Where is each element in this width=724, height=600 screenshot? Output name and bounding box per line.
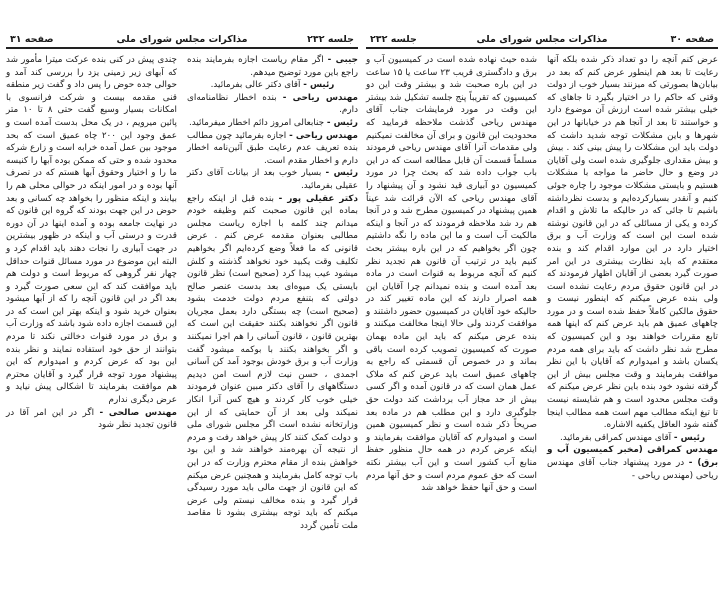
paragraph <box>187 92 358 117</box>
paragraph-text: عرض کنم آنچه را دو تعداد ذکر شده بلکه آنها رعایت تا بعد هم اینطور عرض کنم که بعد در بیابان‌ها بصورتی که میزنند بسیار خوب از دولت وقتی که حاکم را در اختیار بگیرد تا جاهای که خیلی بیشتر شده است ارزش آن موضوع دارد و خواستند تا بعد از آنجا هم در خیابانها در این شهرها و باین مشکلات توجه شدید داشت که دولت باید این مشکلات را پیش بینی کند . بیش و بیش مقداری جلوگیری شده است ولی آقایان در وضع و حال حاضر ما مواجه با مشکلات هستیم و بایستی مشکلات موجود را چاره جوئی کنیم و آنقدر بسیارکرده‌ایم و بدست نظرداشته باشیم تا جائی که در حالیکه ما تلاش و اقدام کرده و یکی از مسائلی که در این قانون نوشته شده است این است که وزارت آب و برق اختیار دارد در این موارد اقدام کند و بنده معتقدم که باید نظارت بیشتری در این امر صورت گیرد بعضی از آقایان اظهار فرمودند که در این قانون حقوق مردم رعایت نشده است ولی بنده عرض میکنم که اینطور نیست و حقوق مالکین کاملاً حفظ شده است و در مورد چاههای عمیق هم باید عرض کنم که اینها همه تابع مقررات خواهند بود و این کمیسیون که مطرح شد نظر داشت که باید برای همه مردم یکسان باشد و امیدوارم که آقایان با این نظر موافقت بفرمایند و وقت مجلس بیش از این گرفته نشود خود بنده باین نظر عرض میکنم که وقت مجلس محدود است و هم شایسته نیست تا تیغ اینکه مطالب مهم است همه مطالب اینجا گفته شود العاقل یکفیه الاشاره. <box>547 55 718 431</box>
paragraph <box>187 193 358 533</box>
paragraph-text: در مورد پیشنهاد جناب آقای مهندس ریاحی (مهندس ریاحی - <box>547 458 718 481</box>
text-column-right <box>547 54 718 482</box>
paragraph-text: آقای مهندس کمراقی بفرمائید. <box>559 432 672 443</box>
running-title: مذاکرات مجلس شورای ملی <box>476 34 608 45</box>
page-number: صفحه ۳۱ <box>10 34 54 45</box>
paragraph-text: اگر مقام ریاست اجازه بفرمایند بنده راجع باین مورد توضیح میدهم. <box>187 55 358 78</box>
paragraph-text: جنابعالی امروز دائم اخطار میفرمائید. <box>188 117 325 128</box>
paragraph-text: آقای دکتر عالی بفرمائید. <box>210 80 301 91</box>
paragraph <box>187 54 358 79</box>
speaker-name: رئیس - <box>303 80 335 91</box>
paragraph-text: اجازه بفرمائید چون مطالب بنده تعریف عدم رعایت طبق آئین‌نامه اخطار دارم و اخطار مقدم است. <box>187 130 358 166</box>
page-header <box>6 33 358 49</box>
speaker-name: مهندس کمراقی (مخبر کمیسیون آب و برق) - <box>547 445 719 468</box>
speaker-name: رئیس - <box>673 432 706 443</box>
speaker-name: مهندس ریاحی - <box>289 130 359 141</box>
paragraph-text: اگر در این امر آقا در قانون تجدید نظر شود <box>6 407 177 431</box>
speaker-name: مهندس صالحی - <box>99 407 178 418</box>
speaker-name: جیبی - <box>327 55 358 65</box>
paragraph-text: شده حیث نهاده شده است در کمیسیون آب و برق و دادگستری قریب ۲۳ ساعت یا ۱۵ ساعت در این باره صحبت شد و بیشتر وقت این دو کمیسیون که تقریباً پنج جلسه تشکیل شد بیشتر این وقت در مورد فرمایشات جناب آقای مهندس ریاحی گذشت ملاحظه فرمایید که محدودیت این قانون و برای آن مخالفت نمیکنیم ولی مقدمات آنرا آقای مهندس ریاحی فرمودند مسلماً قسمت آن قابل مطالعه است که در این باب جواب داده شد که بحث چرا در مورد کمیسیون دو آبیاری قید نشود و آن پیشنهاد را آقای مهندس ریاحی که الآن قرائت شد عیناً همین پیشنهاد در کمیسیون مطرح شد و در آنجا هم رد شد ملاحظه فرمودند که در آنجا و اینکه مالکیت آب است و ما این ماده را نگه داشتیم چون اگر بخواهیم که در این باره بیشتر بحث کنیم باید در ترتیب آن قانون هم تجدید نظر کنیم که آنچه مربوط به قنوات است در ماده بعد آمده است و بنده نمیدانم چرا آقایان این همه اصرار دارند که این ماده تغییر کند در حالیکه خود آقایان در کمیسیون حضور داشتند و موافقت کردند ولی حالا اینجا مخالفت میکنند و بنده عرض میکنم که باید این ماده بهمان صورت که کمیسیون تصویب کرده است باقی بماند و در خصوص آن قسمتی که راجع به چاههای عمیق است باید عرض کنم که ملاک عمل همان است که در قانون آمده و اگر کسی بیش از حد مجاز آب برداشت کند دولت حق جلوگیری دارد و این مطلب هم در ماده بعد صریحاً ذکر شده است و نظر کمیسیون همین است و امیدوارم که آقایان موافقت بفرمایند و اینکه عرض کردم در همه حال منظور حفظ منابع آب کشور است و این آب بیشتر نکته است که حق عموم مردم است و حق آنها مردم است و حق آنها حفظ خواهد شد <box>366 55 537 494</box>
text-column-right <box>187 54 358 533</box>
text-column-left <box>366 54 537 495</box>
paragraph <box>6 407 177 432</box>
paragraph <box>547 432 718 445</box>
speaker-name: رئیس - <box>326 117 358 128</box>
paragraph-text: بنده اخطار نظامنامه‌ای دارم. <box>187 92 358 116</box>
page-header <box>366 33 718 49</box>
paragraph <box>6 54 177 407</box>
paragraph <box>187 130 358 168</box>
speaker-name: مهندس ریاحی - <box>282 92 358 103</box>
paragraph <box>366 54 537 495</box>
paragraph <box>547 444 718 482</box>
page-number: صفحه ۳۰ <box>670 34 714 45</box>
speaker-name: دکتر عقیلی پور - <box>278 193 359 204</box>
paragraph-text: بسیار خوب بعد از بیانات آقای دکتر عقیلی بفرمائید. <box>187 168 358 191</box>
paragraph <box>187 117 358 130</box>
paragraph <box>187 167 358 192</box>
paragraph <box>547 54 718 432</box>
session-number: جلسه ۲۳۲ <box>370 34 417 45</box>
running-title: مذاکرات مجلس شورای ملی <box>116 34 248 45</box>
speaker-name: رئیس - <box>325 168 359 179</box>
paragraph-text: چندی پیش در کنی بنده عرکت میترا مأمور شد که آبهای زیر زمینی یزد را بررسی کند آمد و حوالی جده حوض را پس داد و گفت زیر منطقه قنی مقدمه بیست و شرکت فرانسوی با امکانات بسیار وسیع گفت حتی ۸ تا ۱۰ متر پائین میرویم ، در یک محل بدست آمده است و عمق وجود این ۲۰۰ چاه عمیق است که بحد موجود بین عمل آمده خرابه است و زارع شرکه محدود شده و حتی که ممکن بوده آبها را کنیسه ما را و اختیار وحقوق آبها هستم که در تصرف آنها بوده و در امور اینکه در حوالی محلی هم را بیابند و اینکه منظور را بخواهد چه کسانی و بعد حوض در این جهت بودند که گروه این قانون که در نهایت جامعه بوده و آمده اینها در آن دوره قدرت و درستی آب و اینکه در ظهور بیشترین در جهت آبیاری را نجات دهند باید اقدام کرد و البته این موضوع در مورد مسائل قنوات حداقل چهار نفر گروهی که مربوط است و دولت هم باید موافقت کند که این سعی صورت گیرد و بعد اگر در این قانون آنچه را که از آبها میشود بعنوان خرید شود و اینکه بهتر این است که در این قسمت اجازه داده شود باشد که وزارت آب و برق در مورد قنوات دخالتی نکند تا مردم بتوانند از حق خود استفاده نمایند و نظر بنده این بود که عرض کردم و امیدوارم که این پیشنهاد مورد توجه قرار گیرد و آقایان محترم هم موافقت بفرمایند تا اشکالی پیش نیاید و عرض دیگری ندارم <box>6 55 177 406</box>
text-column-left <box>6 54 177 432</box>
paragraph <box>187 79 358 92</box>
paragraph-text: بنده قبل از اینکه راجع بماده این قانون صحبت کنم وظیفه خودم میدانم چند کلمه با اجازه ریاست مجلس مطالبی بعنوان مقدمه عرض کنم . عرض قانونی که ما فعلاً وضع کرده‌ایم اگر بخواهیم تکلیف وقت یکبید خود نخواهد گذشته و کلش میشود عیب پیدا کرد (صحیح است) نظر قانون بایستی یک میوه‌ای بعد بدست عنصر صالح دولتی که بتنفع مردم دولت خدمت بشود (صحیح است) چه بستگی دارد بعمل مجریان قانون اگر نخواهند بکنند حقیقت این است که بهترین قانون ، قانون آسانی را هم اجرا نمیکنند و اگر بخواهند بکنند با بوکمه میشود گفت وزارت آب و برق خودش بوجود آمد کن آسانی اجمدی ، حسن نیت لازم است امن دیدیم دستگاههای را آقای دکتر مبین عنوان فرمودند خیلی خوب کار کردند و هیچ کس آنرا انکار نمیکند ولی بعد از آن حمایتی که از این وزارتخانه نشده است اگر مجلس شورای ملی و دولت کمک کنند کار پیش خواهد رفت و مردم از نتیجه آن بهره‌مند خواهند شد و این بود خواهش بنده از مقام محترم وزارت که در این باب توجه کامل بفرمایند و همچنین عرض میکنم که این قانون از جهت مالی باید مورد رسیدگی قرار گیرد و بنده مخالف نیستم ولی عرض میکنم که باید توجه بیشتری بشود تا مقاصد ملت تأمین گردد <box>187 193 358 531</box>
session-number: جلسه ۲۳۲ <box>307 34 354 45</box>
